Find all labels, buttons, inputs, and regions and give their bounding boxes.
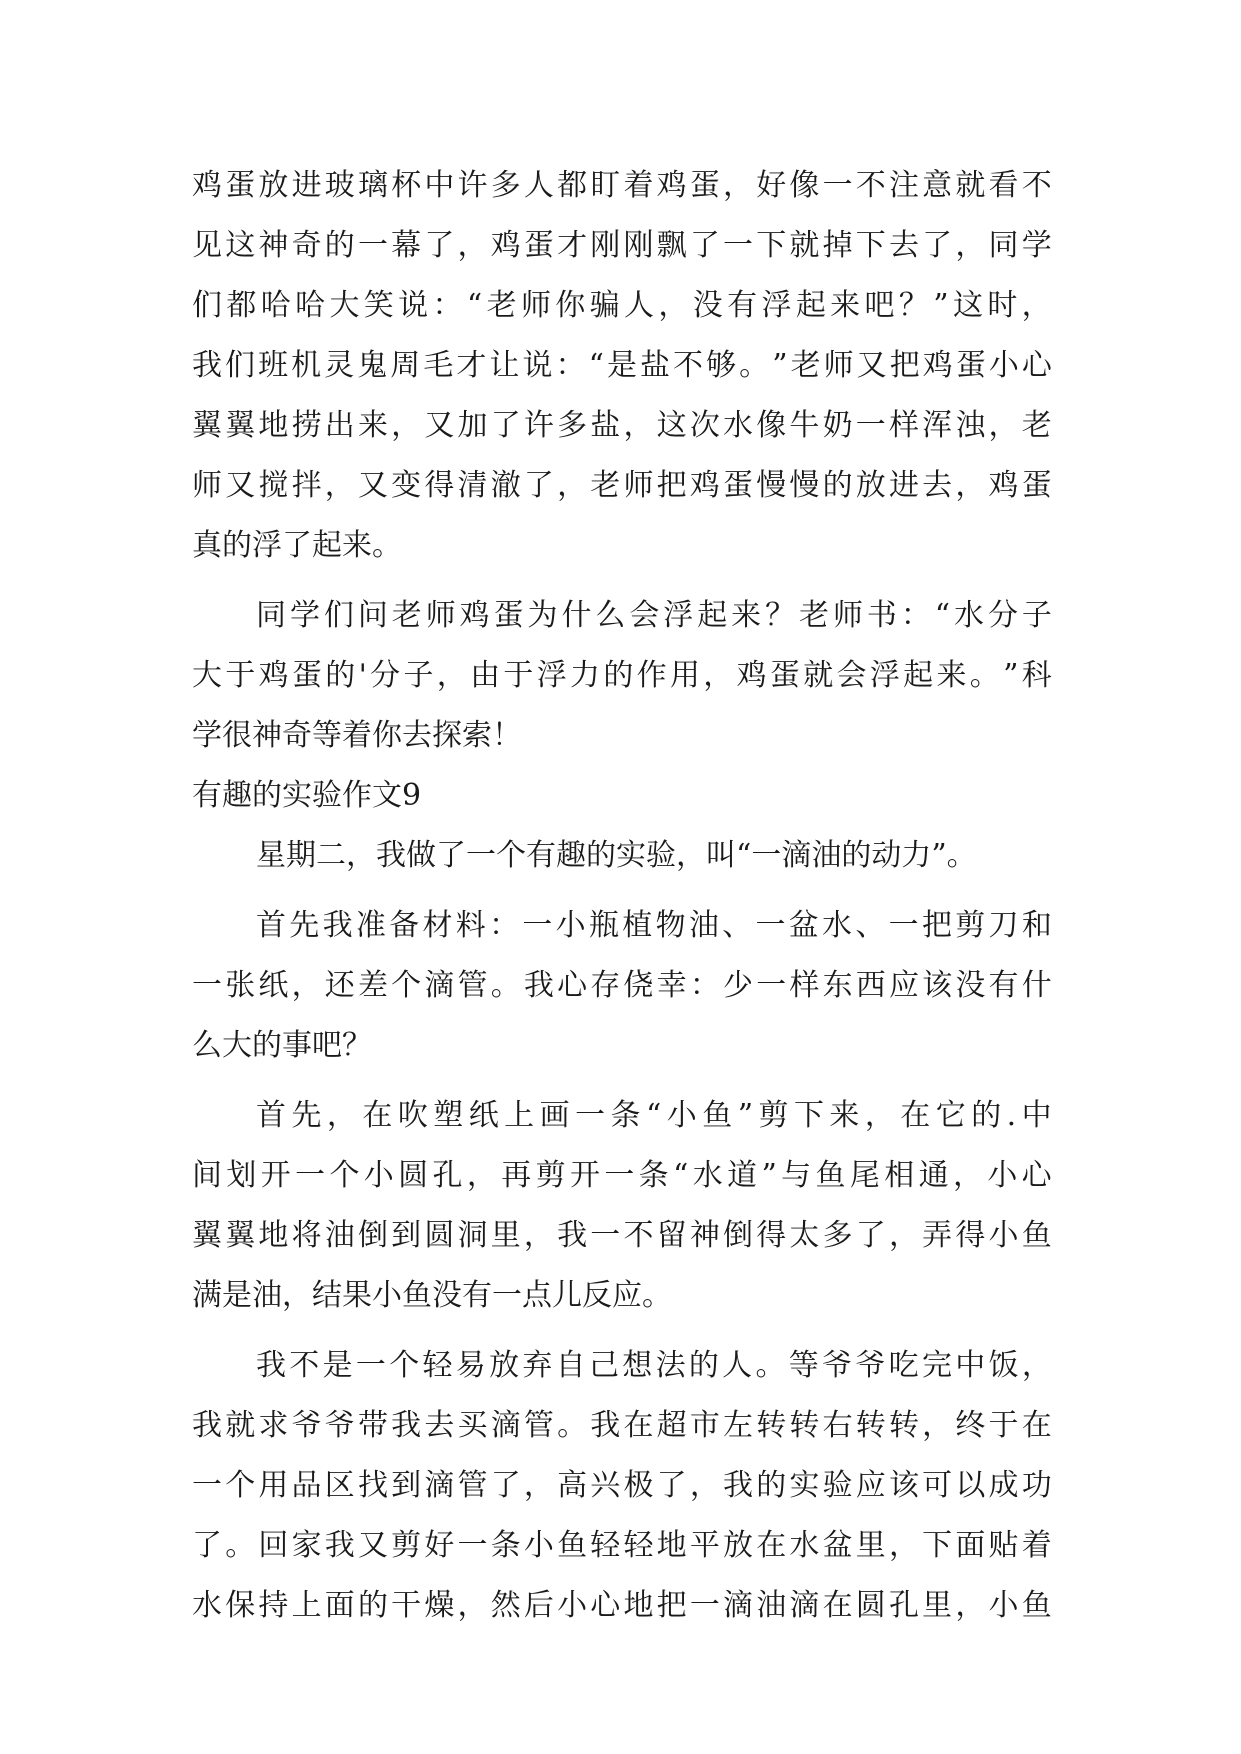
text-line: 真的浮了起来。	[192, 528, 402, 563]
text-line: 水 保 持 上 面 的 干 燥 ， 然 后 小 心 地 把 一 滴 油 滴 在 圆 孔 里 ， 小 鱼	[192, 1588, 1052, 1623]
text-line: 大 于 鸡 蛋 的 ' 分 子 ， 由 于 浮 力 的 作 用 ， 鸡 蛋 就 会 浮 起 来 。 ” 科	[192, 658, 1052, 693]
text-line: 满是油，结果小鱼没有一点儿反应。	[192, 1278, 672, 1313]
text-line: 一 个 用 品 区 找 到 滴 管 了 ， 高 兴 极 了 ， 我 的 实 验 应 该 可 以 成 功	[192, 1468, 1052, 1503]
text-line: 学很神奇等着你去探索！	[192, 718, 522, 753]
text-line: 翼 翼 地 捞 出 来 ， 又 加 了 许 多 盐 ， 这 次 水 像 牛 奶 一 样 浑 浊 ， 老	[192, 408, 1052, 443]
text-line: 首 先 我 准 备 材 料 ： 一 小 瓶 植 物 油 、 一 盆 水 、 一 把 剪 刀 和	[256, 908, 1052, 943]
paragraph	[192, 896, 1052, 1076]
document-body	[192, 156, 1052, 1636]
text-line: 见 这 神 奇 的 一 幕 了 ， 鸡 蛋 才 刚 刚 飘 了 一 下 就 掉 下 去 了 ， 同 学	[192, 228, 1052, 263]
paragraph-gap	[192, 886, 1052, 896]
paragraph	[192, 1336, 1052, 1636]
text-line: 同 学 们 问 老 师 鸡 蛋 为 什 么 会 浮 起 来 ？ 老 师 书 ： “ 水 分 子	[256, 598, 1052, 633]
text-line: 了 。 回 家 我 又 剪 好 一 条 小 鱼 轻 轻 地 平 放 在 水 盆 里 ， 下 面 贴 着	[192, 1528, 1052, 1563]
paragraph	[192, 156, 1052, 576]
paragraph	[192, 1086, 1052, 1326]
paragraph-gap	[192, 1076, 1052, 1086]
text-line: 我 不 是 一 个 轻 易 放 弃 自 己 想 法 的 人 。 等 爷 爷 吃 完 中 饭 ，	[256, 1348, 1052, 1383]
text-line: 我 们 班 机 灵 鬼 周 毛 才 让 说 ： “ 是 盐 不 够 。 ” 老 师 又 把 鸡 蛋 小 心	[192, 348, 1052, 383]
text-line: 我 就 求 爷 爷 带 我 去 买 滴 管 。 我 在 超 市 左 转 转 右 转 转 ， 终 于 在	[192, 1408, 1052, 1443]
text-line: 一 张 纸 ， 还 差 个 滴 管 。 我 心 存 侥 幸 ： 少 一 样 东 西 应 该 没 有 什	[192, 968, 1052, 1003]
section-heading: 有趣的实验作文9	[192, 778, 422, 813]
text-line: 间 划 开 一 个 小 圆 孔 ， 再 剪 开 一 条 “ 水 道 ” 与 鱼 尾 相 通 ， 小 心	[192, 1158, 1052, 1193]
paragraph-gap	[192, 576, 1052, 586]
text-line: 首 先 ， 在 吹 塑 纸 上 画 一 条 “ 小 鱼 ” 剪 下 来 ， 在 它 的 . 中	[256, 1098, 1052, 1133]
text-line: 翼 翼 地 将 油 倒 到 圆 洞 里 ， 我 一 不 留 神 倒 得 太 多 了 ， 弄 得 小 鱼	[192, 1218, 1052, 1253]
text-line: 鸡 蛋 放 进 玻 璃 杯 中 许 多 人 都 盯 着 鸡 蛋 ， 好 像 一 不 注 意 就 看 不	[192, 168, 1052, 203]
text-line: 星期二，我做了一个有趣的实验，叫“一滴油的动力”。	[256, 838, 977, 873]
paragraph	[192, 826, 1052, 886]
paragraph-gap	[192, 1326, 1052, 1336]
text-line: 么大的事吧？	[192, 1028, 372, 1063]
paragraph	[192, 586, 1052, 766]
text-line: 师 又 搅 拌 ， 又 变 得 清 澈 了 ， 老 师 把 鸡 蛋 慢 慢 的 放 进 去 ， 鸡 蛋	[192, 468, 1052, 503]
text-line: 们 都 哈 哈 大 笑 说 ： “ 老 师 你 骗 人 ， 没 有 浮 起 来 吧 ？ ” 这 时 ，	[192, 288, 1052, 323]
